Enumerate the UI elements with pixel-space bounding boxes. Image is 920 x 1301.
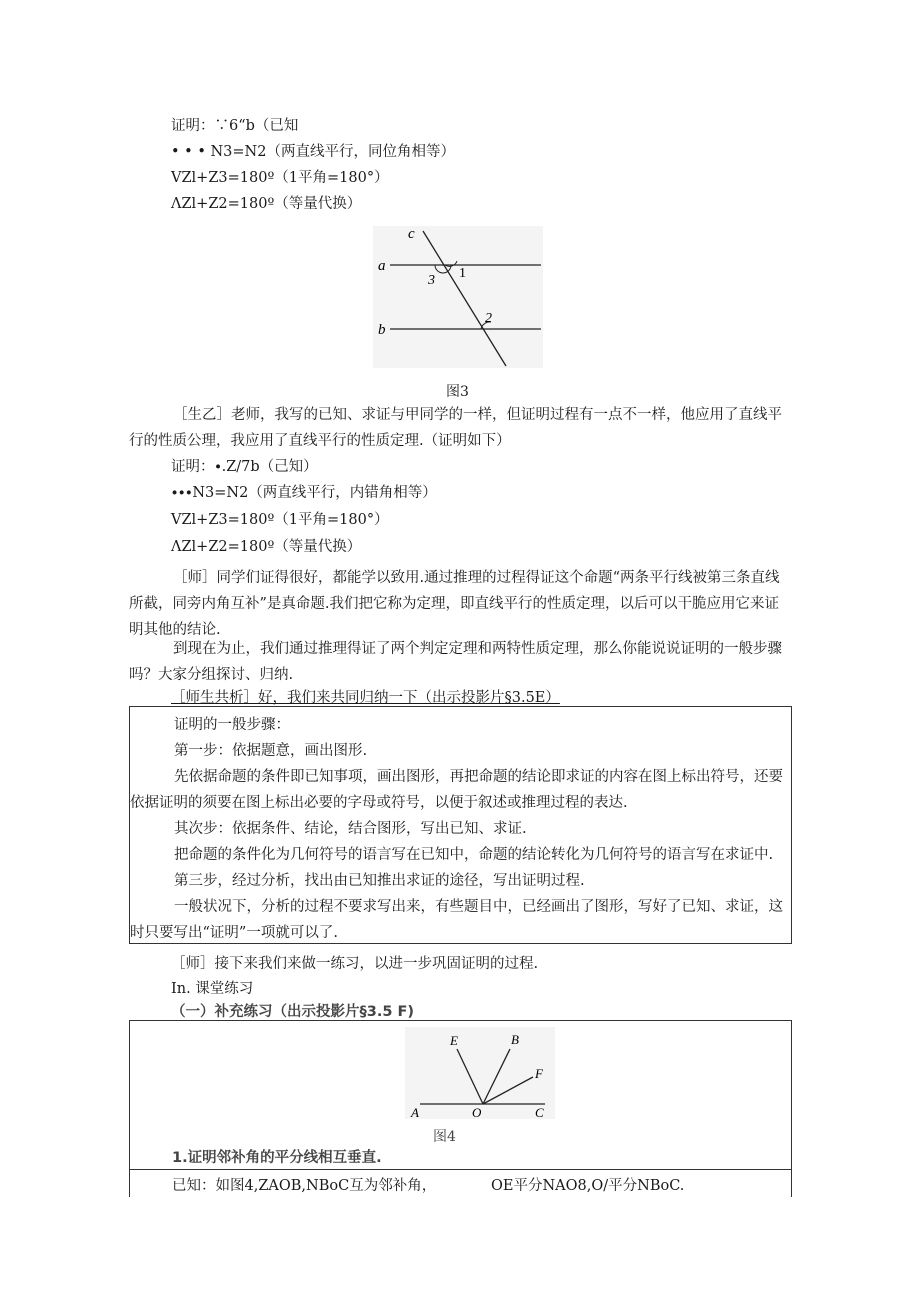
- steps-title: 证明的一般步骤：: [174, 717, 290, 733]
- label-angle-2: 2: [485, 311, 492, 326]
- proof2-line1: 证明：∙.Z/7b（己知）: [171, 459, 318, 475]
- exercise-1: 1.证明邻补角的平分线相互垂直.: [172, 1150, 382, 1166]
- figure3: [373, 226, 543, 368]
- label-B: B: [511, 1032, 519, 1047]
- exercise-box: [129, 1020, 792, 1170]
- proof1-line2: • • • N3=N2（两直线平行，同位角相等）: [171, 144, 455, 160]
- teacher-remark-1: ［师］同学们证得很好，都能学以致用.通过推理的过程得证这个命题“两条平行线被第三条直线所截，同旁内角互补”是真命题.我们把它称为定理，即直线平行的性质定理，以后可以干脆应用它来证明其他的结论.: [129, 570, 780, 638]
- label-angle-1: 1: [459, 266, 466, 281]
- ray-OF: [483, 1077, 533, 1104]
- figure4-caption: 图4: [433, 1129, 456, 1145]
- ray-OE: [457, 1049, 483, 1104]
- teacher-remark-2: 到现在为止，我们通过推理得证了两个判定定理和两特性质定理，那么你能说说证明的一般步骤吗？大家分组探讨、归纳.: [129, 641, 782, 683]
- section-heading: In. 课堂练习: [171, 981, 254, 997]
- label-a: a: [378, 258, 386, 274]
- ray-OB: [483, 1049, 510, 1104]
- label-angle-3: 3: [428, 273, 435, 288]
- label-A: A: [411, 1105, 419, 1119]
- proof2-line2: ∙∙∙N3=N2（两直线平行，内错角相等）: [171, 485, 437, 501]
- given-row: [129, 1167, 792, 1197]
- transversal-c: [423, 231, 506, 366]
- figure3-caption: 图3: [446, 384, 469, 400]
- teacher-remark-3: ［师］接下来我们来做一练习，以进一步巩固证明的过程.: [171, 956, 539, 972]
- step2-detail: 把命题的条件化为几何符号的语言写在已知中，命题的结论转化为几何符号的语言写在求证中.: [174, 847, 774, 863]
- proof1-line4: ΛZl+Z2=180º（等量代换）: [171, 196, 362, 212]
- figure3-svg: [373, 226, 543, 368]
- proof1-line3: VZl+Z3=180º（1平角=180°）: [171, 170, 389, 186]
- label-c: c: [408, 226, 415, 242]
- label-O: O: [472, 1105, 482, 1119]
- given-part2: OE平分NAO8,O/平分NBoC.: [491, 1178, 685, 1194]
- proof2-line4: ΛZl+Z2=180º（等量代换）: [171, 539, 362, 555]
- label-E: E: [450, 1033, 458, 1048]
- proof1-line1: 证明：∵6“b（已知: [171, 118, 299, 134]
- label-C: C: [535, 1105, 544, 1119]
- summary-heading: ［师生共析］好，我们来共同归纳一下（出示投影片§3.5E）: [171, 690, 560, 706]
- subsection-heading: （一）补充练习（出示投影片§3.5 F): [171, 1004, 415, 1020]
- step3-detail: 一般状况下，分析的过程不要求写出来，有些题目中，已经画出了图形，写好了已知、求证，这时只要写出“证明”一项就可以了.: [130, 899, 783, 941]
- step1: 第一步：依据题意，画出图形.: [174, 743, 368, 759]
- student-b-paragraph: ［生乙］老师，我写的已知、求证与甲同学的一样，但证明过程有一点不一样，他应用了直线平行的性质公理，我应用了直线平行的性质定理.（证明如下）: [129, 407, 782, 449]
- step3: 第三步，经过分析，找出由已知推出求证的途径，写出证明过程.: [174, 873, 585, 889]
- proof2-line3: VZl+Z3=180º（1平角=180°）: [171, 512, 389, 528]
- given-part1: 已知：如图4,ZAOB,NBoC互为邻补角，: [172, 1178, 437, 1194]
- step2: 其次步：依据条件、结论，结合图形，写出已知、求证.: [174, 821, 527, 837]
- proof-steps-box: [129, 706, 792, 944]
- label-b: b: [378, 322, 386, 338]
- step1-detail: 先依据命题的条件即已知事项，画出图形，再把命题的结论即求证的内容在图上标出符号，还要依据证明的须要在图上标出必要的字母或符号，以便于叙述或推理过程的表达.: [130, 769, 783, 811]
- label-F: F: [535, 1066, 543, 1081]
- figure4: [405, 1027, 555, 1119]
- figure4-svg: [405, 1027, 555, 1119]
